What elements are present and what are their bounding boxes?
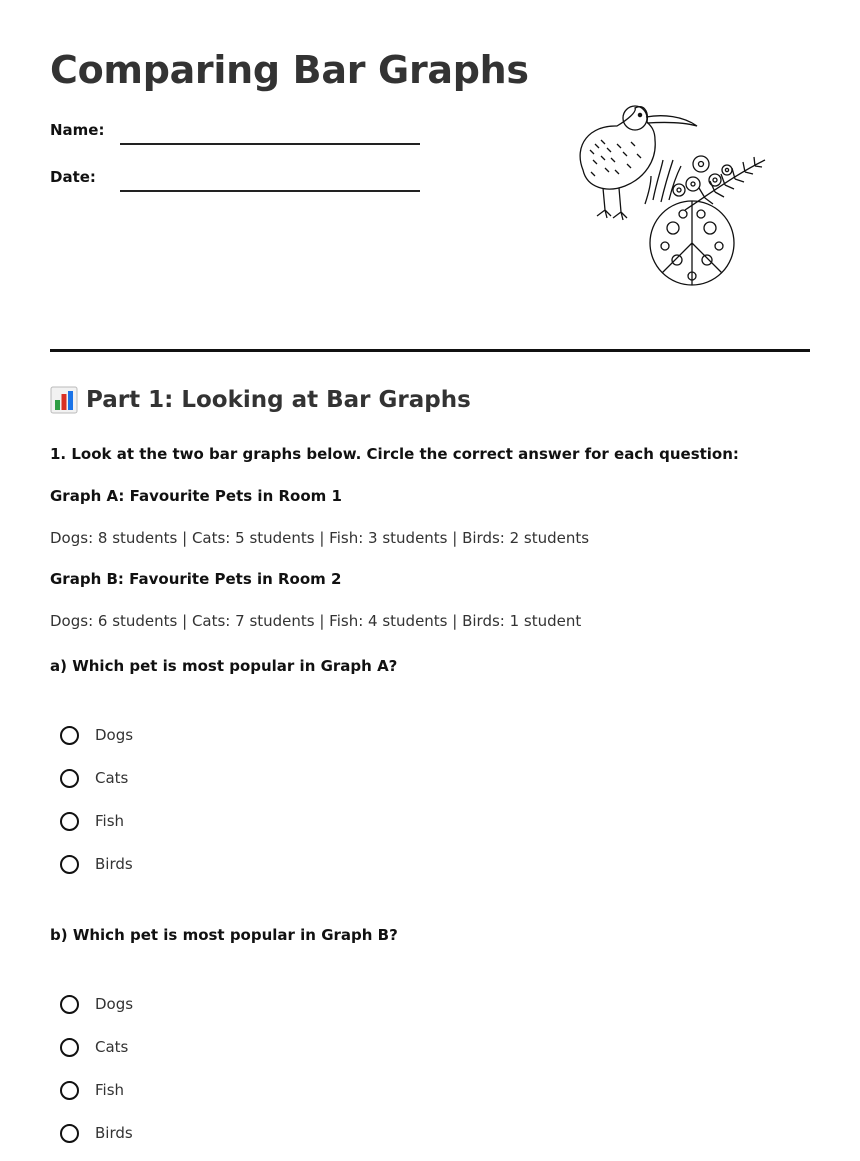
question-instruction: 1. Look at the two bar graphs below. Circle the correct answer for each question: [50,445,739,463]
part1-heading [50,386,471,414]
question-a-option[interactable] [60,808,124,834]
graph-b-title: Graph B: Favourite Pets in Room 2 [50,570,342,588]
graph-a-data: Dogs: 8 students | Cats: 5 students | Fish: 3 students | Birds: 2 students [50,529,590,547]
option-label: Dogs [95,726,134,744]
question-a-option[interactable] [60,851,133,877]
question-b-option[interactable] [60,991,133,1017]
option-label: Birds [95,1124,133,1142]
radio-button[interactable] [60,1081,79,1100]
radio-button[interactable] [60,855,79,874]
radio-button[interactable] [60,995,79,1014]
question-a-prompt: a) Which pet is most popular in Graph A? [50,657,398,675]
option-label: Cats [95,769,129,787]
bar-chart-icon [50,386,78,414]
question-b-prompt: b) Which pet is most popular in Graph B? [50,926,398,944]
date-label: Date: [50,168,96,186]
date-field[interactable] [120,190,420,192]
section-divider [50,349,810,352]
option-label: Dogs [95,995,134,1013]
name-label: Name: [50,121,105,139]
option-label: Fish [95,812,125,830]
radio-button[interactable] [60,726,79,745]
graph-a-title: Graph A: Favourite Pets in Room 1 [50,487,342,505]
question-a-option[interactable] [60,722,133,748]
worksheet-title: Comparing Bar Graphs [50,48,529,92]
radio-button[interactable] [60,812,79,831]
question-b-option[interactable] [60,1120,133,1146]
question-b-option[interactable] [60,1034,128,1060]
option-label: Fish [95,1081,125,1099]
radio-button[interactable] [60,769,79,788]
kiwi-illustration [565,100,775,290]
graph-b-data: Dogs: 6 students | Cats: 7 students | Fish: 4 students | Birds: 1 student [50,612,582,630]
question-b-option[interactable] [60,1077,124,1103]
radio-button[interactable] [60,1124,79,1143]
name-field[interactable] [120,143,420,145]
radio-button[interactable] [60,1038,79,1057]
part1-heading-text: Part 1: Looking at Bar Graphs [86,387,471,413]
question-a-option[interactable] [60,765,128,791]
option-label: Cats [95,1038,129,1056]
option-label: Birds [95,855,133,873]
